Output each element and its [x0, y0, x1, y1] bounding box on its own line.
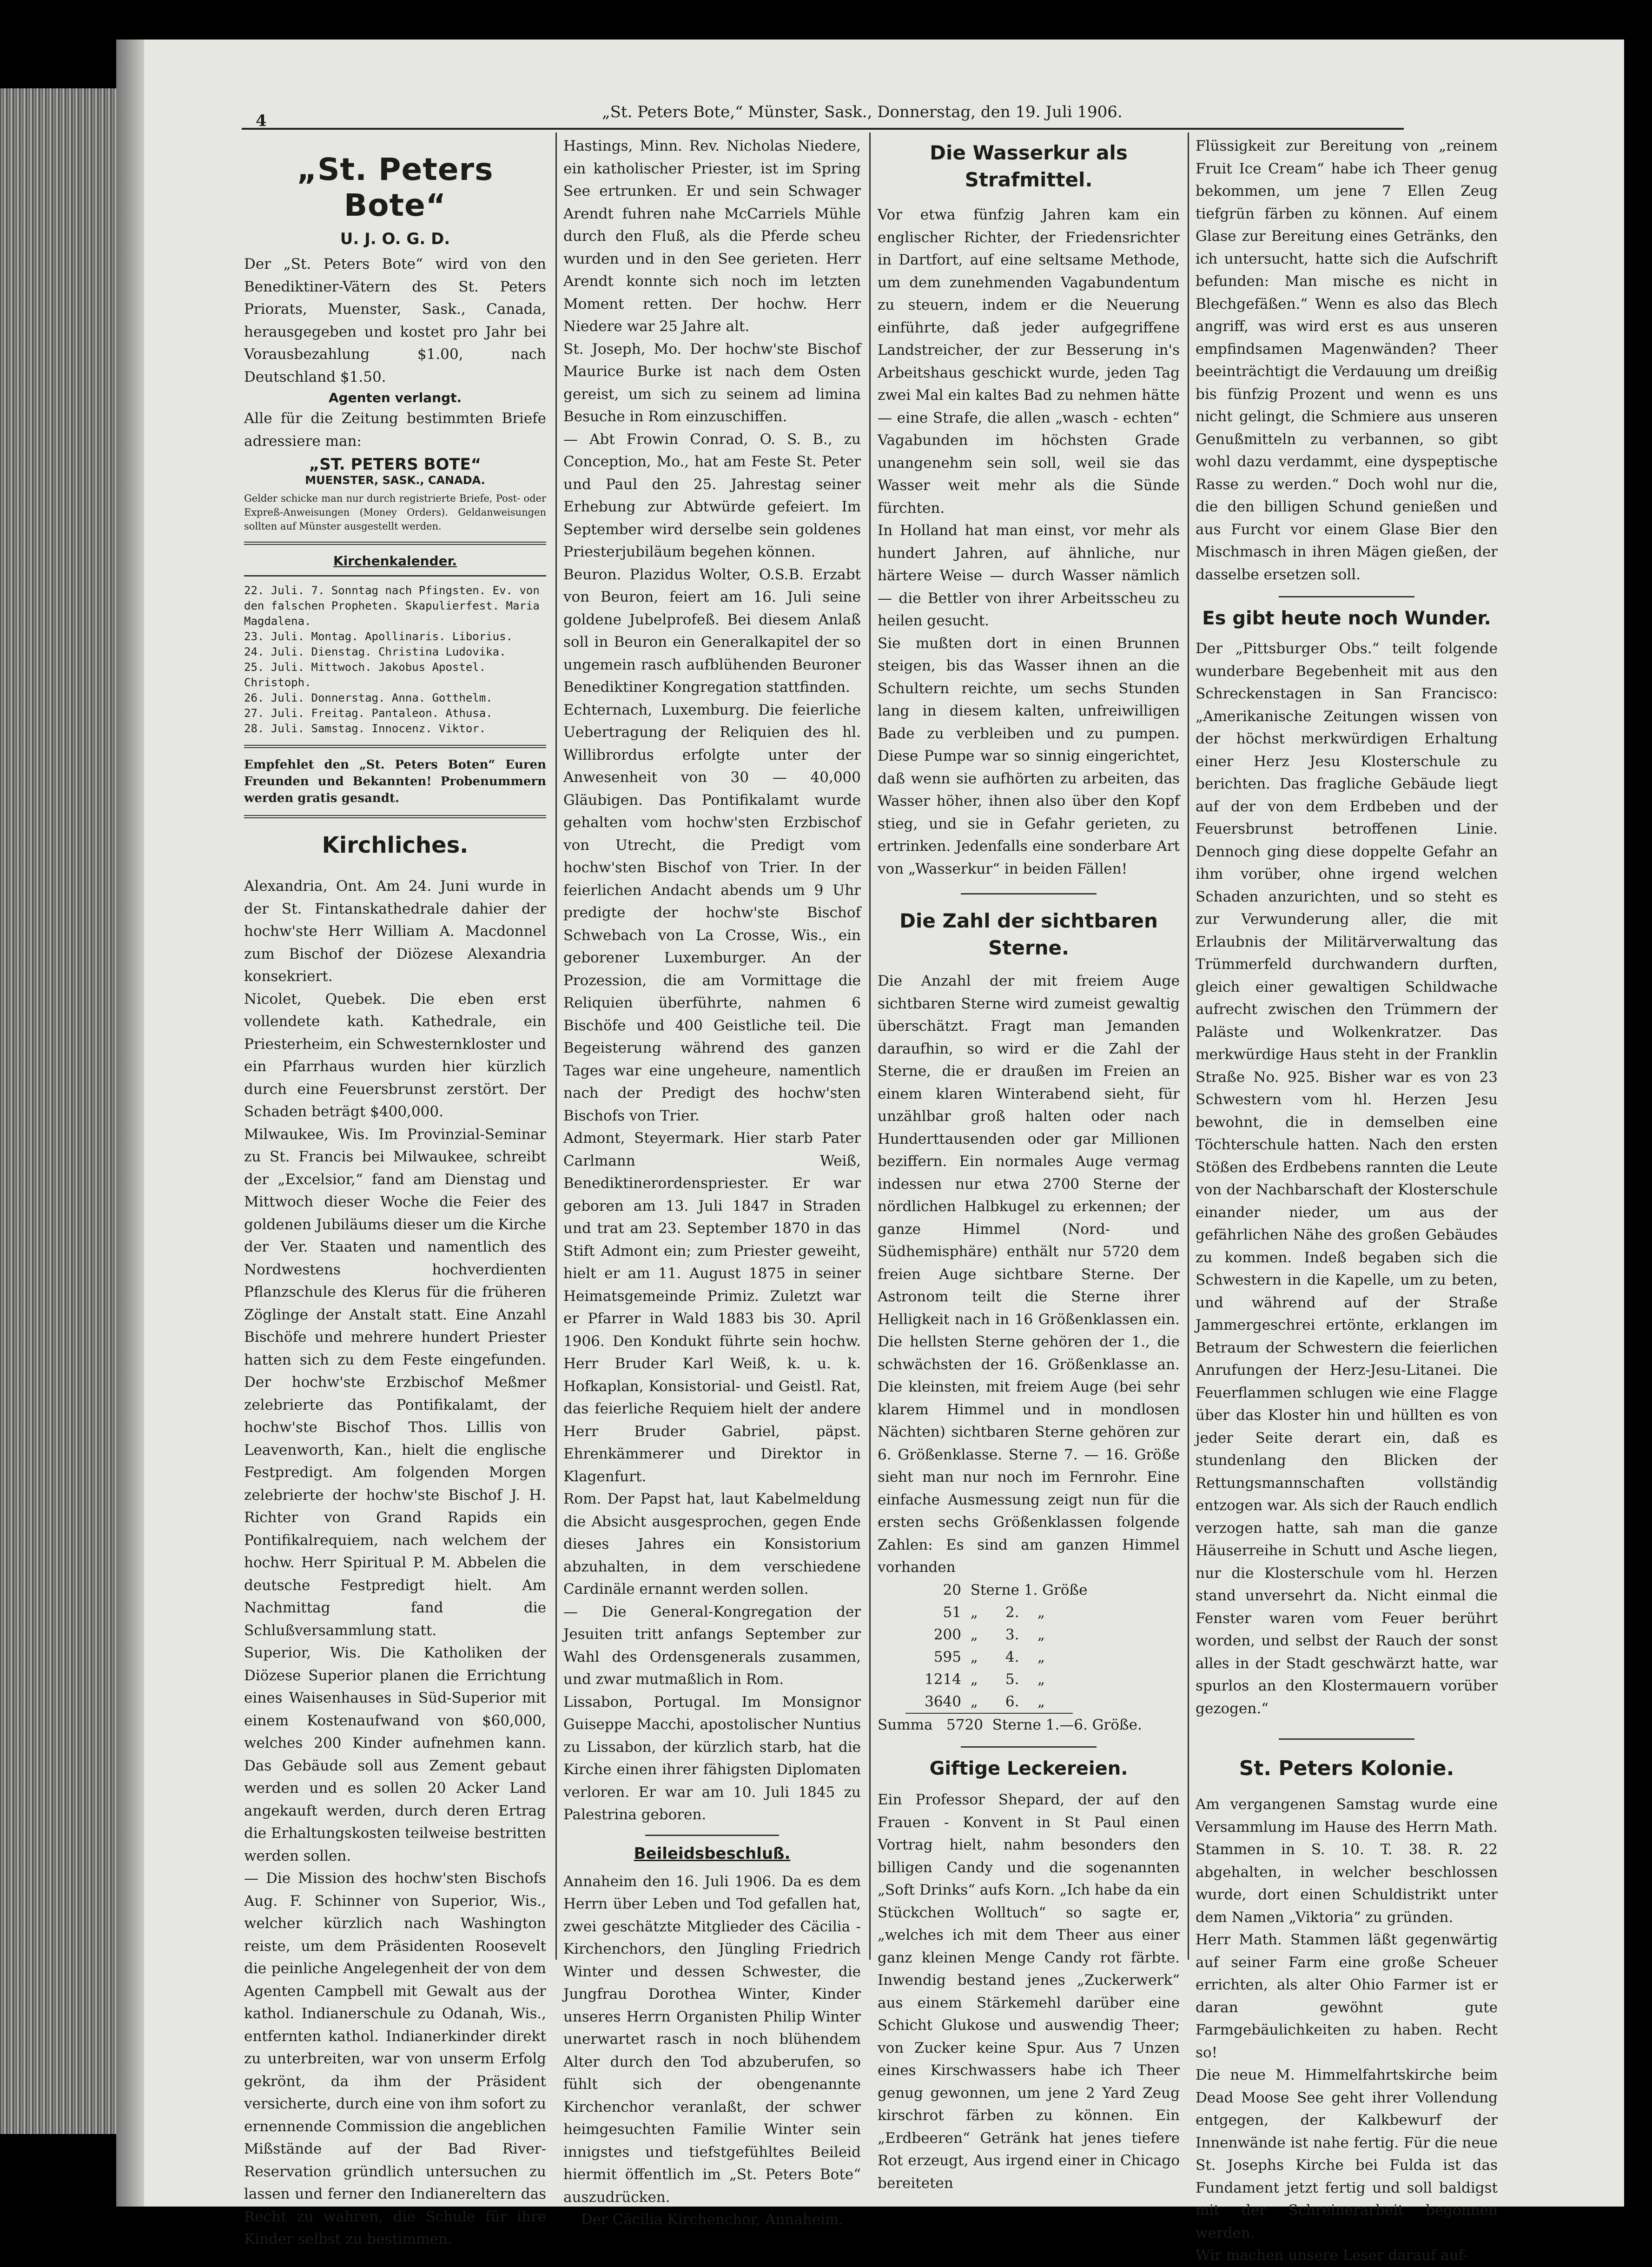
star-total: Summa 5720 Sterne 1.—6. Größe. — [878, 1716, 1142, 1733]
leckereien-body: Ein Professor Shepard, der auf den Frauen - Konvent in St Paul einen Vortrag hielt, nahm besonders den billigen Candy und die sogenannten „Soft Drinks“ aufs Korn. „Ich habe da ein Stückchen Wolltuch“ so sagte er, „welches ich mit dem Theer aus einer ganz kleinen Menge Candy rot färbte. Inwendig bestand jenes „Zuckerwerk“ aus einem Stärkemehl darüber eine Schicht Glukose und auswendig Theer; von Zucker keine Spur. Aus 7 Unzen eines Kirschwassers habe ich Theer genug gewonnen, um jene 2 Yard Zeug kirschrot färben zu können. Ein „Erdbeeren“ Getränk hat jenes tiefere Rot erzeugt, Aus irgend einer in Chicago bereiteten — [878, 1791, 1180, 2192]
calendar-entry: 23. Juli. Montag. Apollinaris. Liborius. — [244, 630, 513, 643]
divider — [961, 893, 1097, 895]
kolonie-paragraph: Herr Math. Stammen läßt gegenwärtig auf seiner Farm eine große Scheuer errichten, als alter Ohio Farmer ist er daran gewöhnt gute Farmgebäulichkeiten zu haben. Recht so! — [1196, 1931, 1498, 2061]
book-page-stack — [0, 88, 116, 2134]
column-rule — [869, 133, 871, 1960]
star-row: 1214 „ 5. „ — [925, 1670, 1045, 1688]
page-gutter-shadow — [116, 40, 144, 2207]
wunder-body: Der „Pittsburger Obs.“ teilt folgende wunderbare Begebenheit mit aus den Schreckenstagen in San Francisco: „Amerikanische Zeitungen wissen von der höchst merkwürdigen Erhaltung einer Herz Jesu Klosterschule zu berichten. Das fragliche Gebäude liegt auf der von dem Erdbeben und der Feuersbrunst betroffenen Linie. Dennoch ging diese doppelte Gefahr an ihm vorüber, ohne irgend welchen Schaden anzurichten, und so steht es zur Verwunderung aller, die mit Erlaubnis der Militärverwaltung das Trümmerfeld durchwandern durften, gleich einer gewaltigen Schildwache aufrecht zwischen den Trümmern der Paläste und Wolkenkratzer. Das merkwürdige Haus steht in der Franklin Straße No. 925. Bisher war es von 23 Schwestern vom hl. Herzen Jesu bewohnt, die in demselben eine Töchterschule hatten. Nach den ersten Stößen des Erdbebens rannten die Leute von der Nachbarschaft der Klosterschule einander nieder, um aus der gefährlichen Nähe des großen Gebäudes zu kommen. Indeß begaben sich die Schwestern in die Kapelle, um zu beten, und während auf der Straße Jammergeschrei ertönte, erklangen im Betraum der Schwestern die feierlichen Anrufungen der Herz-Jesu-Litanei. Die Feuerflammen schlugen wie eine Flagge über das Kloster hin und hüllten es von jeder Seite derart ein, daß es stundenlang den Blicken der Rettungsmannschaften vollständig entzogen war. Als sich der Rauch endlich verzogen hatte, sah man die ganze Häuserreihe in Schutt und Asche liegen, nur die Klosterschule vom hl. Herzen stand unversehrt da. Nicht einmal die Fenster waren vom Feuer berührt worden, und selbst der Rauch der sonst alles in der Stadt geschwärzt hatte, war spurlos an den Klostermauern vorüber gezogen.“ — [1196, 640, 1498, 1717]
column-4 — [1196, 135, 1498, 2264]
news-item: Nicolet, Quebek. Die eben erst vollendete kath. Kathedrale, ein Priesterheim, ein Schwesternkloster und ein Pfarrhaus wurden hier kürzlich durch eine Feuersbrunst zerstört. Der Schaden beträgt $400,000. — [244, 990, 546, 1120]
news-item: — Die General-Kongregation der Jesuiten tritt anfangs September zur Wahl des Ordensgenerals zusammen, und zwar mutmaßlich in Rom. — [563, 1603, 861, 1688]
calendar-heading: Kirchenkalender. — [333, 553, 457, 569]
news-item: Alexandria, Ont. Am 24. Juni wurde in der St. Fintanskathedrale dahier der hochw'ste Herr William A. Macdonnel zum Bischof der Diözese Alexandria konsekriert. — [244, 878, 546, 985]
news-item: — Die Mission des hochw'sten Bischofs Aug. F. Schinner von Superior, Wis., welcher kürzlich nach Washington reiste, um dem Präsidenten Roosevelt die peinliche Angelegenheit der von dem Agenten Campbell mit Gewalt aus der kathol. Indianerschule zu Odanah, Wis., entfernten kathol. Indianerkinder direkt zu unterbreiten, war von unserm Erfolg gekrönt, da ihm der Präsident versicherte, durch eine von ihm sofort zu ernennende Commission die angeblichen Mißstände auf der Bad River-Reservation gründlich untersuchen zu lassen und ferner den Indianereltern das Recht zu wahren, die Schule für ihre Kinder selbst zu bestimmen. — [244, 1870, 546, 2247]
beileid-body: Annaheim den 16. Juli 1906. Da es dem Herrn über Leben und Tod gefallen hat, zwei geschätzte Mitglieder des Cäcilia - Kirchenchors, den Jüngling Friedrich Winter und dessen Schwester, die Jungfrau Dorothea Winter, Kinder unseres Herrn Organisten Philip Winter unerwartet rasch in noch blühendem Alter durch den Tod abzuberufen, so fühlt sich der obengenannte Kirchenchor veranlaßt, der schwer heimgesuchten Familie Winter sein innigstes und tiefstgefühltes Beileid hiermit öffentlich im „St. Peters Bote“ auszudrücken. — [563, 1873, 861, 2206]
promo-note: Empfehlet den „St. Peters Boten“ Euren Freunden und Bekannten! Probenummern werden gratis gesandt. — [244, 758, 546, 805]
star-row: 51 „ 2. „ — [943, 1604, 1045, 1621]
column-rule — [1188, 133, 1189, 1960]
news-item: — Abt Frowin Conrad, O. S. B., zu Conception, Mo., hat am Feste St. Peter und Paul den 25. Jahrestag seiner Erhebung zur Abtwürde gefeiert. Im September wird derselbe sein goldenes Priesterjubiläum begehen können. — [563, 431, 861, 560]
kolonie-paragraph: Die neue M. Himmelfahrtskirche beim Dead Moose See geht ihrer Vollendung entgegen, der Kalkbewurf der Innenwände ist nahe fertig. Für die neue St. Josephs Kirche bei Fulda ist das Fundament jetzt fertig und soll baldigst mit der Schreinerarbeit begonnen werden. — [1196, 2067, 1498, 2241]
sterne-body: Die Anzahl der mit freiem Auge sichtbaren Sterne wird zumeist gewaltig überschätzt. Fragt man Jemanden daraufhin, so wird er die Zahl der Sterne, die er draußen im Freien an einem klaren Winterabend sieht, für unzählbar groß halten oder nach Hunderttausenden oder gar Millionen beziffern. Ein normales Auge vermag indessen nur etwa 2700 Sterne der nördlichen Halbkugel zu erkennen; der ganze Himmel (Nord- und Südhemisphäre) enthält nur 5720 dem freien Auge sichtbare Sterne. Der Astronom teilt die Sterne ihrer Helligkeit nach in 16 Größenklassen ein. Die hellsten Sterne gehören der 1., die schwächsten der 16. Größenklasse an. Die kleinsten, mit freiem Auge (bei sehr klarem Himmel und in mondlosen Nächten) sichtbaren Sterne gehören zur 6. Größenklasse. Sterne 7. — 16. Größe sieht man nur noch im Fernrohr. Eine einfache Ausmessung zeigt nun für die ersten sechs Größenklassen folgende Zahlen: Es sind am ganzen Himmel vorhanden — [878, 973, 1180, 1576]
kirchliches-heading: Kirchliches. — [322, 832, 469, 858]
star-row: 200 „ 3. „ — [933, 1626, 1045, 1643]
article-paragraph: In Holland hat man einst, vor mehr als hundert Jahren, auf ähnliche, nur härtere Weise — durch Wasser nämlich — die Bettler von ihrer Arbeitsscheu zu heilen gesucht. — [878, 522, 1180, 629]
wasserkur-heading: Die Wasserkur als Strafmittel. — [930, 141, 1128, 191]
news-item: Superior, Wis. Die Katholiken der Diözese Superior planen die Errichtung eines Waisenhauses in Süd-Superior mit einem Kostenaufwand von $60,000, welches 200 Kinder aufnehmen kann. Das Gebäude soll aus Zement gebaut werden und es sollen 20 Acker Land angekauft werden, durch deren Ertrag die Erhaltungskosten teilweise bestritten werden sollen. — [244, 1644, 546, 1864]
divider — [244, 542, 546, 545]
news-item: Milwaukee, Wis. Im Provinzial-Seminar zu St. Francis bei Milwaukee, schreibt der „Excelsior,“ fand am Dienstag und Mittwoch dieser Woche die Feier des goldenen Jubiläums dieser um die Kirche der Ver. Staaten und namentlich des Nordwestens hochverdienten Pflanzschule des Klerus für die früheren Zöglinge der Anstalt statt. Eine Anzahl Bischöfe und mehrere hundert Priester hatten sich zu dem Feste eingefunden. Der hochw'ste Erzbischof Meßmer zelebrierte das Pontifikalamt, der hochw'ste Bischof Thos. Lillis von Leavenworth, Kan., hielt die englische Festpredigt. Am folgenden Morgen zelebrierte der hochw'ste Bischof J. H. Richter von Grand Rapids ein Pontifikalrequiem, nach welchem der hochw. Herr Spiritual P. M. Abbelen die deutsche Festpredigt hielt. Am Nachmittag fand die Schlußversammlung statt. — [244, 1126, 546, 1639]
star-table — [905, 1579, 1180, 1714]
page-number: 4 — [256, 112, 267, 130]
calendar-entry: 28. Juli. Samstag. Innocenz. Viktor. — [244, 722, 486, 735]
divider — [1279, 596, 1415, 597]
news-item: Echternach, Luxemburg. Die feierliche Uebertragung der Reliquien des hl. Willibrordus erfolgte unter der Anwesenheit von 30 — 40,000 Gläubigen. Das Pontifikalamt wurde gehalten vom hochw'sten Erzbischof von Utrecht, die Predigt vom hochw'sten Bischof von Trier. In der feierlichen Andacht abends um 9 Uhr predigte der hochw'ste Bischof Schwebach von La Crosse, Wis., ein geborener Luxemburger. An der Prozession, die am Vormittage die Reliquien überführte, nahmen 6 Bischöfe und 400 Geistliche teil. Die Begeisterung während des ganzen Tages war eine ungeheure, namentlich nach der Predigt des hochw'sten Bischofs von Trier. — [563, 701, 861, 1124]
masthead-title: „St. Peters Bote“ — [297, 152, 494, 223]
divider — [244, 745, 546, 748]
divider — [1279, 1738, 1415, 1740]
money-note: Gelder schicke man nur durch registrierte Briefe, Post- oder Expreß-Anweisungen (Money Orders). Geldanweisungen sollten auf Münster ausgestellt werden. — [244, 493, 546, 532]
news-item: Admont, Steyermark. Hier starb Pater Carlmann Weiß, Benediktinerordenspriester. Er war geboren am 13. Juli 1847 in Straden und trat am 23. September 1870 in das Stift Admont ein; zum Priester geweiht, hielt er am 11. August 1875 in seiner Heimatsgemeinde Primiz. Zuletzt war er Pfarrer in Wald 1883 bis 30. April 1906. Den Kondukt führte sein hochw. Herr Bruder Karl Weiß, k. u. k. Hofkaplan, Konsistorial- und Geistl. Rat, das feierliche Requiem hielt der andere Herr Bruder Gabriel, päpst. Ehrenkämmerer und Direktor in Klagenfurt. — [563, 1130, 861, 1485]
article-paragraph: Sie mußten dort in einen Brunnen steigen, bis das Wasser ihnen an die Schultern reichte, um sechs Stunden lang in diesem kalten, unfreiwilligen Bade zu verbleiben und zu pumpen. Diese Pumpe war so sinnig eingerichtet, daß wenn sie aufhörten zu arbeiten, das Wasser höher, ihnen also über den Kopf stieg, und sie in Gefahr gerieten, zu ertrinken. Jedenfalls eine sonderbare Art von „Wasserkur“ in beiden Fällen! — [878, 635, 1180, 877]
agents-wanted: Agenten verlangt. — [328, 390, 462, 405]
star-row: 3640 „ 6. „ — [905, 1690, 1073, 1714]
calendar-entry: 22. Juli. 7. Sonntag nach Pfingsten. Ev. von den falschen Propheten. Skapulierfest. Maria Magdalena. — [244, 584, 540, 628]
star-row: 595 „ 4. „ — [933, 1648, 1045, 1665]
news-item: Hastings, Minn. Rev. Nicholas Niedere, ein katholischer Priester, ist im Spring See ertrunken. Er und sein Schwager Arendt fuhren nahe McCarriels Mühle durch den Fluß, als die Pferde scheu wurden und in den See gerieten. Herr Arendt konnte sich noch im letzten Moment retten. Der hochw. Herr Niedere war 25 Jahre alt. — [563, 138, 861, 335]
sterne-heading: Die Zahl der sichtbaren Sterne. — [899, 909, 1158, 959]
masthead — [244, 152, 546, 533]
column-3 — [878, 135, 1180, 2192]
wunder-heading: Es gibt heute noch Wunder. — [1202, 608, 1491, 629]
beileid-heading: Beileidsbeschluß. — [634, 1844, 791, 1863]
article-continuation: Flüssigkeit zur Bereitung von „reinem Fruit Ice Cream“ habe ich Theer genug bekommen, um jene 7 Ellen Zeug tiefgrün färben zu können. Auf einem Glase zur Bereitung eines Getränks, den ich untersucht, hatte sich die Aufschrift befunden: Man mische es nicht in Blechgefäßen.“ Wenn es also das Blech angriff, was wird erst es aus unseren empfindsamen Magenwänden? Theer beeinträchtigt die Verdauung um dreißig bis fünfzig Prozent und wenn es uns nicht gelingt, die Schmiere aus unseren Genußmitteln zu verbannen, so gibt wohl dazu verdammt, eine dyspeptische Rasse zu werden.“ Doch wohl nur die, die den billigen Schund genießen und aus Furcht vor einem Glase Bier den Mischmasch in ihren Mägen gießen, der dasselbe ersetzen soll. — [1196, 138, 1498, 583]
column-2 — [563, 135, 861, 2228]
news-item: St. Joseph, Mo. Der hochw'ste Bischof Maurice Burke ist nach dem Osten gereist, um sich zu seinem ad limina Besuche in Rom einzuschiffen. — [563, 340, 861, 425]
divider — [645, 1835, 779, 1836]
running-title: „St. Peters Bote,“ Münster, Sask., Donnerstag, den 19. Juli 1906. — [602, 103, 1123, 121]
address-note: Alle für die Zeitung bestimmten Briefe adressiere man: — [244, 410, 546, 450]
leckereien-heading: Giftige Leckereien. — [929, 1758, 1128, 1779]
divider — [244, 815, 546, 818]
address-name: „ST. PETERS BOTE“ — [309, 455, 482, 474]
divider — [244, 575, 546, 577]
beileid-signature: Der Cäcilia Kirchenchor, Annaheim. — [581, 2211, 844, 2228]
address-place: MUENSTER, SASK., CANADA. — [305, 474, 485, 487]
news-item: Lissabon, Portugal. Im Monsignor Guiseppe Macchi, apostolischer Nuntius zu Lissabon, der kürzlich starb, hat die Kirche einen ihrer fähigsten Diplomaten verloren. Er war am 10. Juli 1845 zu Palestrina geboren. — [563, 1693, 861, 1823]
masthead-description: Der „St. Peters Bote“ wird von den Benediktiner-Vätern des St. Peters Priorats, Muenster, Sask., Canada, herausgegeben und kostet pro Jahr bei Vorausbezahlung $1.00, nach Deutschland $1.50. — [244, 256, 546, 385]
column-rule — [555, 133, 557, 1960]
column-1 — [244, 135, 546, 2247]
kolonie-paragraph: Am vergangenen Samstag wurde eine Versammlung im Hause des Herrn Math. Stammen in S. 10. T. 38. R. 22 abgehalten, in welcher beschlossen wurde, dort einen Schuldistrikt unter dem Namen „Viktoria“ zu gründen. — [1196, 1796, 1498, 1926]
kolonie-paragraph: Wir machen unsere Leser darauf auf- — [1196, 2247, 1468, 2264]
calendar-list — [244, 583, 546, 736]
running-header — [242, 100, 1404, 130]
news-item: Beuron. Plazidus Wolter, O.S.B. Erzabt von Beuron, feiert am 16. Juli seine goldene Jubelprofeß. Bei diesem Anlaß soll in Beuron ein Generalkapitel der so ungemein rasch aufblühenden Beuroner Benediktiner Kongregation stattfinden. — [563, 566, 861, 696]
divider — [961, 1746, 1097, 1748]
article-paragraph: Vor etwa fünfzig Jahren kam ein englischer Richter, der Friedensrichter in Dartfort, auf eine seltsame Methode, um dem zunehmenden Vagabundentum zu steuern, indem er die Neuerung einführte, daß jeder aufgegriffene Landstreicher, der zur Besserung in's Arbeitshaus geschickt wurde, jeden Tag zwei Mal ein kaltes Bad zu nehmen hätte — eine Strafe, die allen „wasch - echten“ Vagabunden im höchsten Grade unangenehm sein soll, weil sie das Wasser weit mehr als die Sünde fürchten. — [878, 206, 1180, 517]
calendar-entry: 27. Juli. Freitag. Pantaleon. Athusa. — [244, 707, 493, 720]
calendar-entry: 24. Juli. Dienstag. Christina Ludovika. — [244, 645, 506, 658]
kolonie-heading: St. Peters Kolonie. — [1239, 1757, 1454, 1780]
calendar-entry: 25. Juli. Mittwoch. Jakobus Apostel. Christoph. — [244, 661, 486, 689]
masthead-motto: U. J. O. G. D. — [340, 230, 450, 248]
news-item: Rom. Der Papst hat, laut Kabelmeldung die Absicht ausgesprochen, gegen Ende dieses Jahres ein Konsistorium abzuhalten, in dem verschiedene Cardinäle ernannt werden sollen. — [563, 1491, 861, 1598]
star-row: 20 Sterne 1. Größe — [943, 1581, 1088, 1598]
calendar-entry: 26. Juli. Donnerstag. Anna. Gotthelm. — [244, 691, 493, 704]
